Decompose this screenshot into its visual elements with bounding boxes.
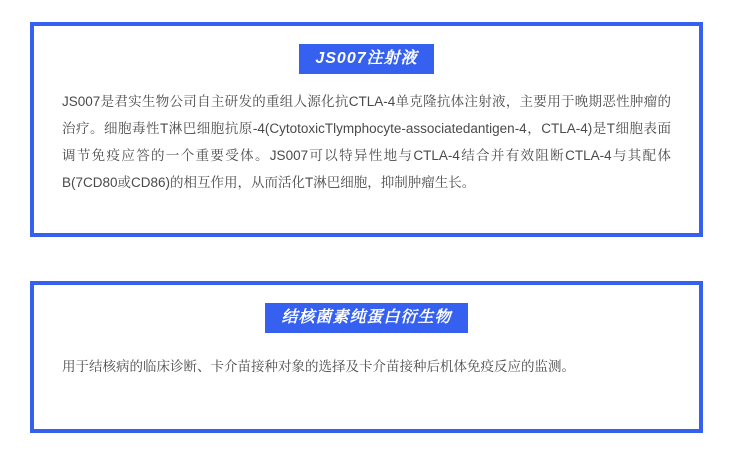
product-card-tuberculin xyxy=(30,281,703,433)
card-title-container xyxy=(60,303,673,333)
card-title-container xyxy=(60,44,673,74)
product-description: JS007是君实生物公司自主研发的重组人源化抗CTLA-4单克隆抗体注射液，主要用于晚期恶性肿瘤的治疗。细胞毒性T淋巴细胞抗原-4(CytotoxicTlymphocyte-associatedantigen-4，CTLA-4)是T细胞表面调节免疫应答的一个重要受体。JS007可以特异性地与CTLA-4结合并有效阻断CTLA-4与其配体B(7CD80或CD86)的相互作用，从而活化T淋巴细胞，抑制肿瘤生长。 xyxy=(62,94,671,191)
product-card-js007 xyxy=(30,22,703,237)
product-title-badge: JS007注射液 xyxy=(299,44,433,74)
product-description: 用于结核病的临床诊断、卡介苗接种对象的选择及卡介苗接种后机体免疫反应的监测。 xyxy=(62,359,575,375)
product-title-badge: 结核菌素纯蛋白衍生物 xyxy=(265,303,467,333)
